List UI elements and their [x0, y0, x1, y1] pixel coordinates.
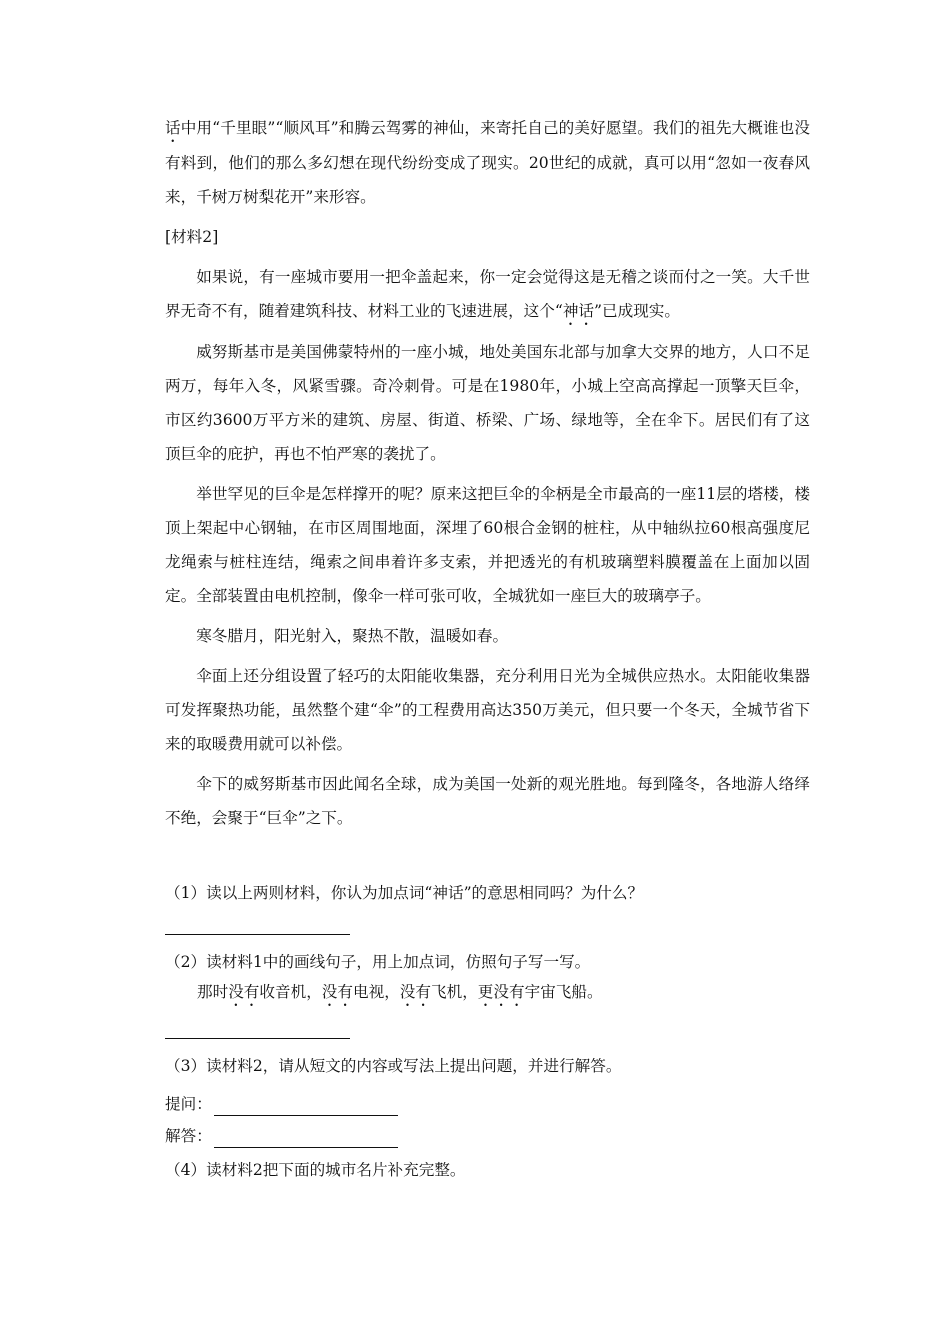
answer-line-2[interactable]	[165, 1038, 350, 1039]
material2-paragraph: 举世罕见的巨伞是怎样撑开的呢？原来这把巨伞的伞柄是全市最高的一座11层的塔楼，楼顶上架起中心钢轴，在市区周围地面，深埋了60根合金钢的桩柱，从中轴纵拉60根高强度尼龙绳索与桩柱连结，绳索之间串着许多支索，并把透光的有机玻璃塑料膜覆盖在上面加以固定。全部装置由电机控制，像伞一样可张可收，全城犹如一座巨大的玻璃亭子。	[165, 485, 810, 605]
material1-tail: 话中用“千里眼”“顺风耳”和腾云驾雾的神仙，来寄托自己的美好愿望。我们的祖先大概谁也没有料到，他们的那么多幻想在现代纷纷变成了现实。20世纪的成就，真可以用“忽如一夜春风来，千树万树梨花开”来形容。	[165, 119, 810, 206]
material2-paragraph: 威努斯基市是美国佛蒙特州的一座小城，地处美国东北部与加拿大交界的地方，人口不足两万，每年入冬，风紧雪骤。奇冷刺骨。可是在1980年，小城上空高高撑起一顶擎天巨伞，市区约3600万平方米的建筑、房屋、街道、桥梁、广场、绿地等，全在伞下。居民们有了这顶巨伞的庇护，再也不怕严寒的袭扰了。	[165, 343, 810, 463]
material2-paragraph: 如果说，有一座城市要用一把伞盖起来，你一定会觉得这是无稽之谈而付之一笑。大千世界无奇不有，随着建筑科技、材料工业的飞速进展，这个“神话”已成现实。	[165, 268, 810, 320]
emphasized-word: 神话	[562, 302, 595, 320]
emphasized-word: 没有	[228, 983, 260, 1001]
question-3-answer: 解答：	[165, 1124, 398, 1148]
emphasized-word: 更没有	[477, 983, 525, 1001]
question-3: （3）读材料2，请从短文的内容或写法上提出问题，并进行解答。	[165, 1057, 622, 1075]
emphasized-char: 话	[165, 119, 181, 137]
material2-heading: [材料2]	[165, 228, 219, 246]
answer-line-1[interactable]	[165, 934, 350, 935]
question-4: （4）读材料2把下面的城市名片补充完整。	[165, 1161, 466, 1179]
emphasized-word: 没有	[321, 983, 353, 1001]
material2-paragraph: 伞面上还分组设置了轻巧的太阳能收集器，充分利用日光为全城供应热水。太阳能收集器可发挥聚热功能，虽然整个建“伞”的工程费用高达350万美元，但只要一个冬天，全城节省下来的取暖费用就可以补偿。	[165, 667, 810, 753]
question-3-ask: 提问：	[165, 1092, 398, 1116]
ask-answer-line[interactable]	[214, 1097, 398, 1116]
question-1: （1）读以上两则材料，你认为加点词“神话”的意思相同吗？为什么？	[165, 884, 644, 902]
question-2-example: 那时没有收音机，没有电视，没有飞机，更没有宇宙飞船。	[197, 983, 603, 1001]
reading-passage	[165, 111, 810, 841]
answer-answer-line[interactable]	[214, 1129, 398, 1148]
emphasized-word: 没有	[399, 983, 431, 1001]
material2-paragraph: 寒冬腊月，阳光射入，聚热不散，温暖如春。	[196, 627, 509, 645]
material2-paragraph: 伞下的威努斯基市因此闻名全球，成为美国一处新的观光胜地。每到隆冬，各地游人络绎不绝，会聚于“巨伞”之下。	[165, 775, 810, 827]
question-2: （2）读材料1中的画线句子，用上加点词，仿照句子写一写。	[165, 953, 591, 971]
